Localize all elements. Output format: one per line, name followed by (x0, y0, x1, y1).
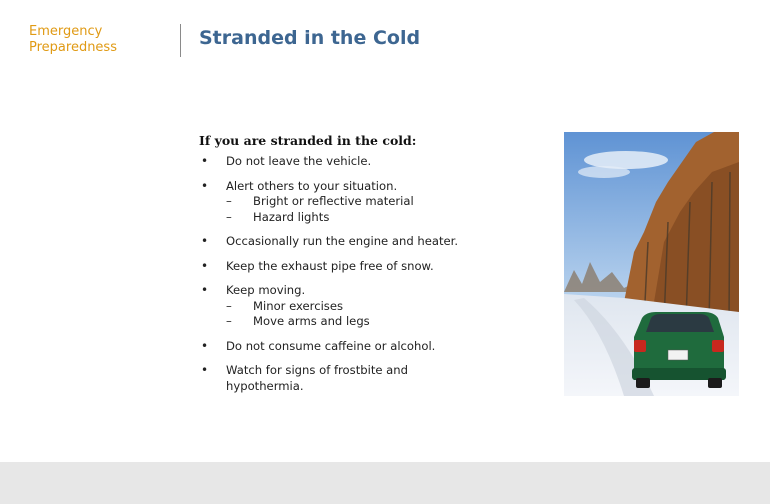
sub-item-text: Bright or reflective material (253, 194, 414, 208)
sub-item (226, 194, 549, 210)
list-item (199, 339, 549, 355)
bullet: • (201, 283, 209, 297)
footer-bar (0, 462, 770, 504)
list-item (199, 259, 549, 275)
list-item (199, 363, 446, 394)
list-item (199, 283, 549, 330)
car-wheel (708, 378, 722, 388)
list-item (199, 154, 549, 170)
section-label: Emergency Preparedness (29, 24, 117, 55)
dash: – (226, 314, 232, 328)
cloud (578, 166, 630, 178)
dash: – (226, 209, 232, 224)
tips-list (199, 154, 549, 403)
header-divider (180, 24, 181, 57)
green-car (632, 312, 726, 388)
dash: – (226, 298, 232, 313)
bullet: • (201, 338, 209, 353)
list-item-text: Keep moving. (226, 283, 306, 297)
list-item-text: Occasionally run the engine and heater. (226, 234, 459, 248)
car-license-plate (668, 350, 688, 360)
sub-item-text: Hazard lights (253, 209, 330, 224)
list-item-text: Alert others to your situation. (226, 178, 398, 193)
slide-title: Stranded in the Cold (199, 27, 421, 49)
bullet: • (201, 258, 209, 273)
dash: – (226, 194, 232, 208)
bullet: • (201, 363, 209, 377)
sub-item (226, 299, 549, 315)
list-item-text: Keep the exhaust pipe free of snow. (226, 258, 434, 273)
car-in-snow-photo (564, 132, 739, 396)
car-wheel (636, 378, 650, 388)
bullet: • (201, 234, 209, 248)
intro-text: If you are stranded in the cold: (199, 133, 417, 148)
list-item-text: Watch for signs of frostbite and hypothermia. (226, 363, 408, 393)
list-item-text: Do not consume caffeine or alcohol. (226, 338, 436, 353)
sub-item (226, 210, 549, 226)
list-item-text: Do not leave the vehicle. (226, 154, 372, 168)
bullet: • (201, 178, 209, 193)
list-item (199, 179, 549, 226)
car-rear-window (646, 314, 714, 332)
list-item (199, 234, 549, 250)
sub-item-text: Move arms and legs (253, 314, 370, 328)
car-tail-light-right (712, 340, 724, 352)
sub-item-text: Minor exercises (253, 298, 344, 313)
photo-illustration (564, 132, 739, 396)
car-tail-light-left (634, 340, 646, 352)
bullet: • (201, 154, 209, 168)
sub-item (226, 314, 549, 330)
